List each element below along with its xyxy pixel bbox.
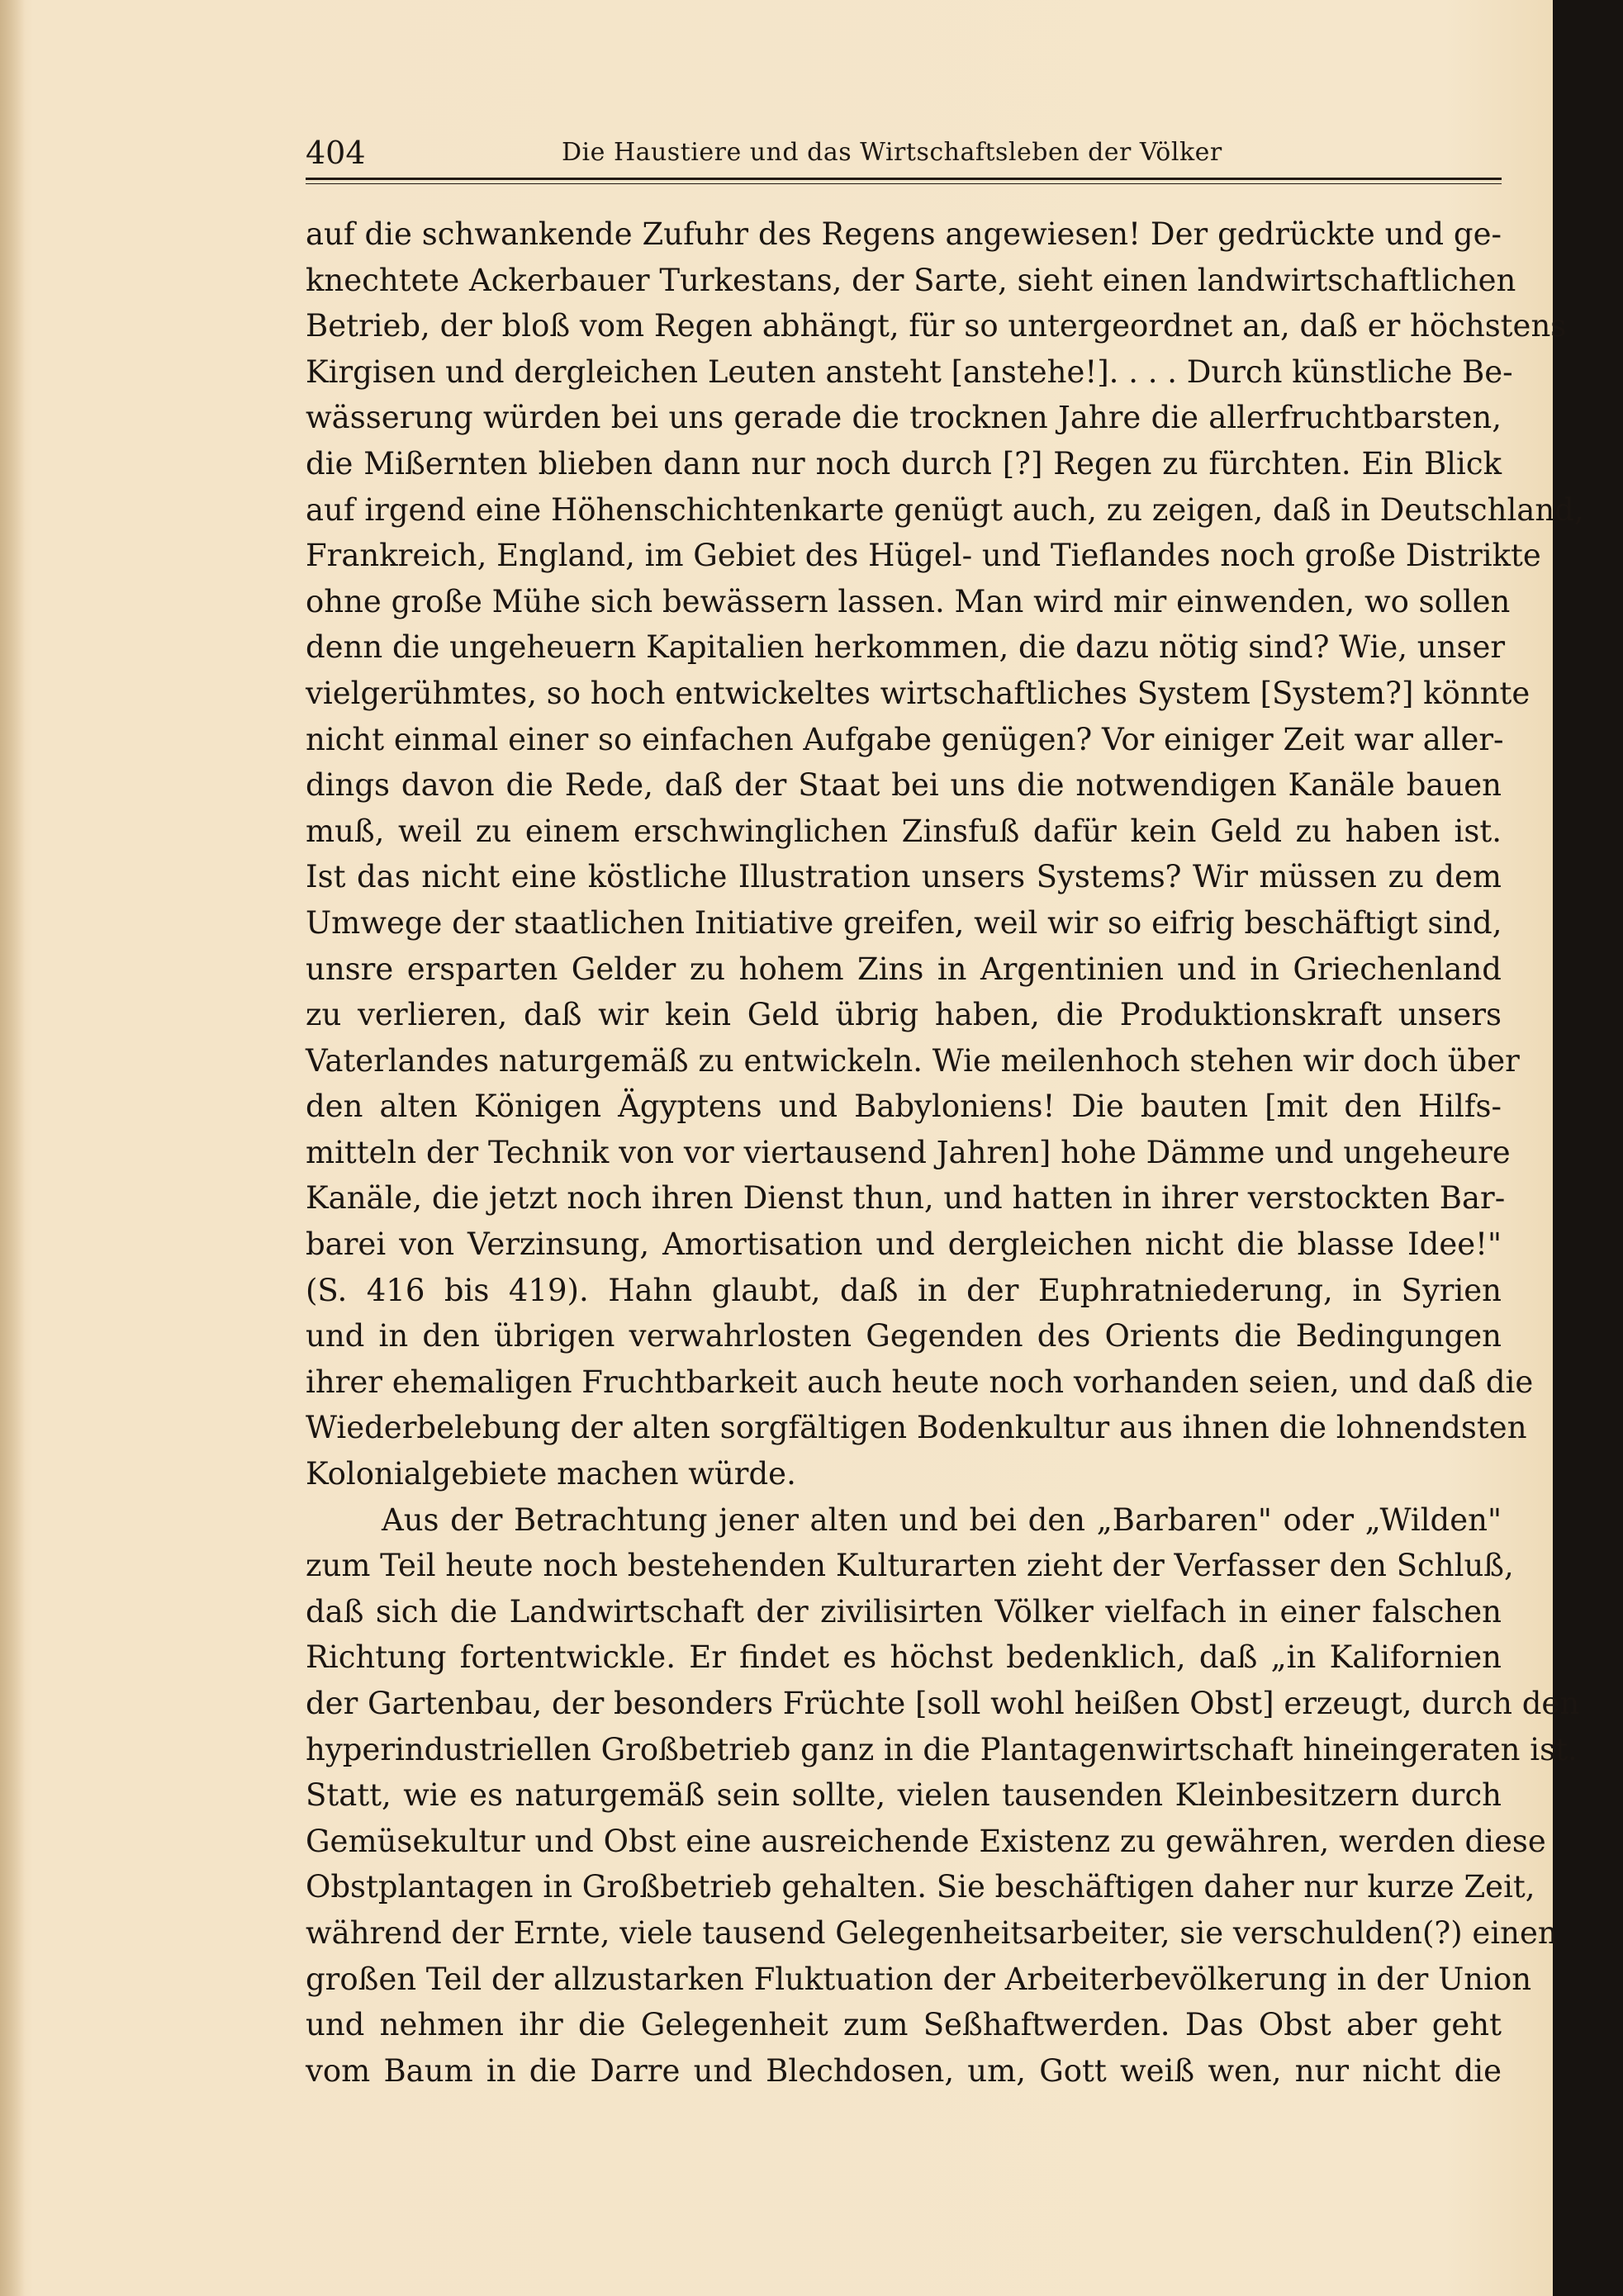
text-line: Frankreich, England, im Gebiet des Hügel- und Tieflandes noch große Distrikte xyxy=(306,538,1541,574)
text-line: wässerung würden bei uns gerade die trocknen Jahre die allerfruchtbarsten, xyxy=(306,400,1502,436)
text-line: zu verlieren, daß wir kein Geld übrig haben, die Produktionskraft unsers xyxy=(306,997,1502,1033)
text-line: und nehmen ihr die Gelegenheit zum Seßhaftwerden. Das Obst aber geht xyxy=(306,2007,1502,2043)
text-line: Vaterlandes naturgemäß zu entwickeln. Wie meilenhoch stehen wir doch über xyxy=(306,1042,1520,1079)
page-number: 404 xyxy=(306,135,366,171)
text-line: denn die ungeheuern Kapitalien herkommen, die dazu nötig sind? Wie, unser xyxy=(306,629,1506,666)
body-text xyxy=(306,211,1584,2111)
text-line: Ist das nicht eine köstliche Illustration unsers Systems? Wir müssen zu dem xyxy=(306,859,1502,895)
running-title: Die Haustiere und das Wirtschaftsleben der Völker xyxy=(562,138,1222,167)
text-line: Aus der Betrachtung jener alten und bei den „Barbaren" oder „Wilden" xyxy=(382,1501,1502,1538)
text-line: Kolonialgebiete machen würde. xyxy=(306,1456,796,1492)
text-line: den alten Königen Ägyptens und Babyloniens! Die bauten [mit den Hilfs- xyxy=(306,1089,1502,1125)
text-line: Obstplantagen in Großbetrieb gehalten. Sie beschäftigen daher nur kurze Zeit, xyxy=(306,1869,1535,1905)
text-line: ihrer ehemaligen Fruchtbarkeit auch heute noch vorhanden seien, und daß die xyxy=(306,1364,1534,1400)
text-line: Gemüsekultur und Obst eine ausreichende Existenz zu gewähren, werden diese xyxy=(306,1823,1546,1859)
header-rule-thin xyxy=(306,183,1502,184)
text-line: während der Ernte, viele tausend Gelegenheitsarbeiter, sie verschulden(?) einen xyxy=(306,1914,1558,1951)
text-line: auf die schwankende Zufuhr des Regens angewiesen! Der gedrückte und ge- xyxy=(306,216,1502,252)
text-line: Umwege der staatlichen Initiative greifen, weil wir so eifrig beschäftigt sind, xyxy=(306,904,1502,941)
text-line: Richtung fortentwickle. Er findet es höchst bedenklich, daß „in Kalifornien xyxy=(306,1639,1502,1676)
text-line: Kirgisen und dergleichen Leuten ansteht [anstehe!]. . . . Durch künstliche Be- xyxy=(306,353,1513,390)
text-line: der Gartenbau, der besonders Früchte [soll wohl heißen Obst] erzeugt, durch den xyxy=(306,1686,1580,1721)
text-line: vielgerühmtes, so hoch entwickeltes wirtschaftliches System [System?] könnte xyxy=(306,675,1530,711)
header-rule xyxy=(306,178,1502,180)
text-line: (S. 416 bis 419). Hahn glaubt, daß in der Euphratniederung, in Syrien xyxy=(306,1272,1502,1308)
text-line: zum Teil heute noch bestehenden Kulturarten zieht der Verfasser den Schluß, xyxy=(306,1548,1514,1584)
text-line: muß, weil zu einem erschwinglichen Zinsfuß dafür kein Geld zu haben ist. xyxy=(306,813,1502,849)
text-line: barei von Verzinsung, Amortisation und dergleichen nicht die blasse Idee!" xyxy=(306,1226,1502,1263)
text-line: mitteln der Technik von vor viertausend Jahren] hohe Dämme und ungeheure xyxy=(306,1134,1511,1170)
text-line: großen Teil der allzustarken Fluktuation der Arbeiterbevölkerung in der Union xyxy=(306,1961,1532,1997)
text-line: daß sich die Landwirtschaft der zivilisirten Völker vielfach in einer falschen xyxy=(306,1593,1502,1629)
text-line: und in den übrigen verwahrlosten Gegenden des Orients die Bedingungen xyxy=(306,1318,1502,1354)
text-line: dings davon die Rede, daß der Staat bei uns die notwendigen Kanäle bauen xyxy=(306,767,1502,804)
text-line: hyperindustriellen Großbetrieb ganz in die Plantagenwirtschaft hineingeraten ist. xyxy=(306,1731,1578,1767)
text-line: Kanäle, die jetzt noch ihren Dienst thun, und hatten in ihrer verstockten Bar- xyxy=(306,1180,1506,1217)
text-line: Betrieb, der bloß vom Regen abhängt, für so untergeordnet an, daß er höchstens xyxy=(306,308,1567,344)
page-header xyxy=(306,132,1255,173)
text-line: Wiederbelebung der alten sorgfältigen Bodenkultur aus ihnen die lohnendsten xyxy=(306,1410,1527,1446)
text-line: nicht einmal einer so einfachen Aufgabe genügen? Vor einiger Zeit war aller- xyxy=(306,721,1504,757)
text-line: die Mißernten blieben dann nur noch durch [?] Regen zu fürchten. Ein Blick xyxy=(306,445,1502,481)
text-line: vom Baum in die Darre und Blechdosen, um, Gott weiß wen, nur nicht die xyxy=(306,2052,1502,2089)
text-line: unsre ersparten Gelder zu hohem Zins in Argentinien und in Griechenland xyxy=(306,951,1502,987)
text-line: knechtete Ackerbauer Turkestans, der Sarte, sieht einen landwirtschaftlichen xyxy=(306,262,1516,298)
text-line: auf irgend eine Höhenschichtenkarte genügt auch, zu zeigen, daß in Deutschland, xyxy=(306,491,1584,528)
text-line: ohne große Mühe sich bewässern lassen. Man wird mir einwenden, wo sollen xyxy=(306,583,1511,619)
text-line: Statt, wie es naturgemäß sein sollte, vielen tausenden Kleinbesitzern durch xyxy=(306,1777,1502,1814)
